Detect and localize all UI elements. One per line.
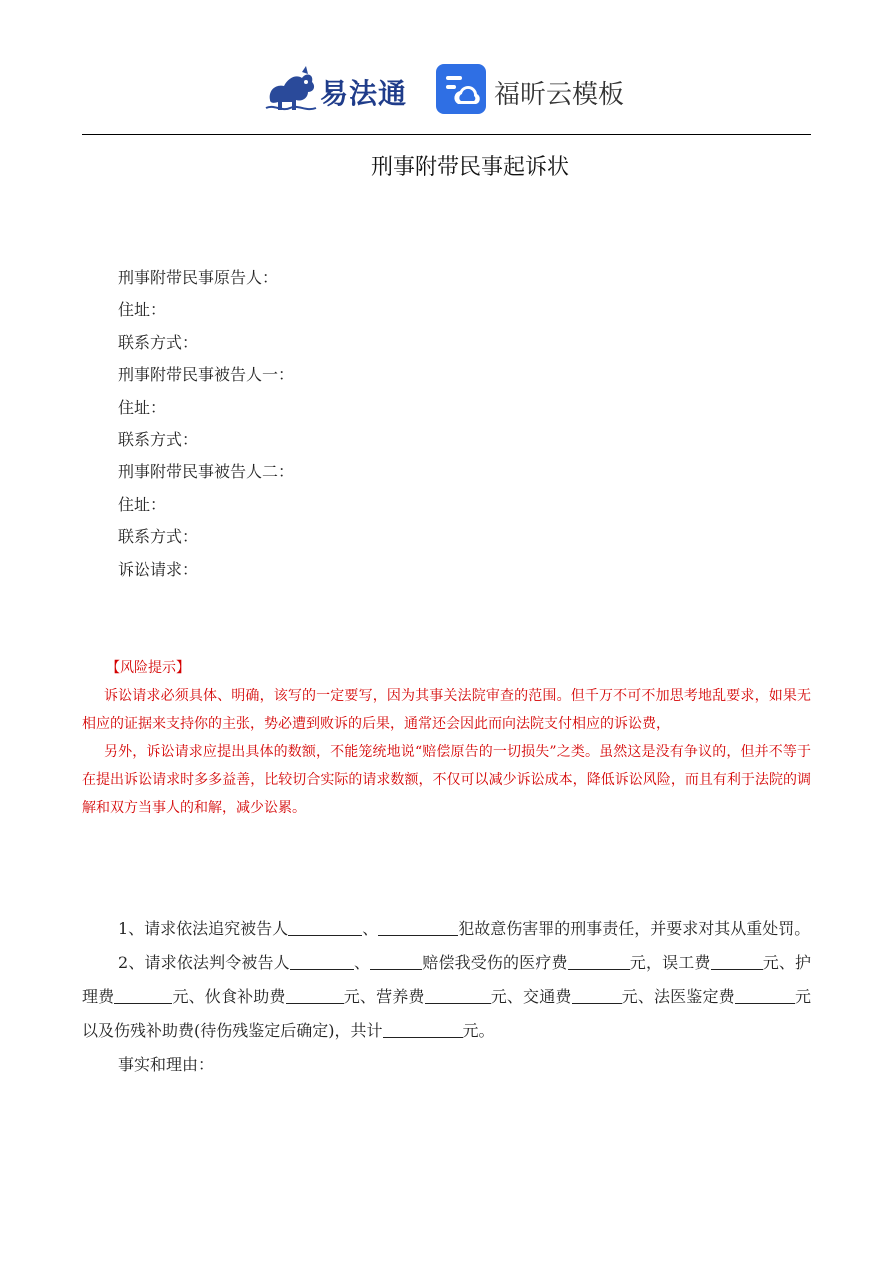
yifatong-logo: [262, 64, 412, 120]
qilin-icon: [262, 64, 320, 120]
forensic-fee-blank[interactable]: [735, 987, 795, 1004]
header-divider: [82, 134, 811, 135]
claim-2-text-j: 元以及伤残补助费(待伤残鉴定后确定)，共计: [82, 987, 811, 1040]
claim-2-text-e: 元、护理费: [82, 953, 811, 1006]
lost-wages-blank[interactable]: [711, 953, 763, 970]
page-header: [0, 58, 893, 124]
claim-2-text-b: 、: [353, 953, 371, 972]
claim-2: [82, 946, 811, 1048]
claim-2-text-i: 元、法医鉴定费: [621, 987, 735, 1006]
foxit-cloud-icon: [436, 64, 486, 114]
risk-notice-paragraph-2: 另外，诉讼请求应提出具体的数额，不能笼统地说“赔偿原告的一切损失”之类。虽然这是没有争议的，但并不等于在提出诉讼请求时多多益善，比较切合实际的请求数额，不仅可以减少诉讼成本，降低诉讼风险，而且有利于法院的调解和双方当事人的和解，减少讼累。: [82, 744, 811, 816]
claim-1-text-a: 1、请求依法追究被告人: [118, 919, 289, 938]
claim-2-text-c: 赔偿我受伤的医疗费: [422, 953, 568, 972]
plaintiff-contact-label: 联系方式：: [118, 332, 199, 352]
risk-notice-paragraph-1: 诉讼请求必须具体、明确，该写的一定要写，因为其事关法院审查的范围。但千万不可不加思考地乱要求，如果无相应的证据来支持你的主张，势必遭到败诉的后果，通常还会因此而向法院支付相应的诉讼费，: [82, 688, 811, 732]
defendant-name-blank-2[interactable]: [378, 919, 458, 936]
risk-notice: [82, 654, 811, 822]
defendant-name-blank-1[interactable]: [288, 919, 362, 936]
claims-label: 诉讼请求：: [118, 559, 199, 579]
party-info-block: [118, 262, 294, 586]
defendant-two-contact-label: 联系方式：: [118, 527, 199, 547]
yifatong-logo-text: 易法通: [320, 77, 408, 110]
defendant-one-label: 刑事附带民事被告人一：: [118, 365, 295, 385]
claim-2-text-f: 元、伙食补助费: [172, 987, 286, 1006]
defendant-name-blank-3[interactable]: [290, 953, 354, 970]
defendant-two-address-label: 住址：: [118, 494, 167, 514]
claims-section: [82, 912, 811, 1082]
claim-2-text-a: 2、请求依法判令被告人: [118, 953, 290, 972]
foxit-template-logo: [436, 64, 636, 120]
nursing-fee-blank[interactable]: [114, 987, 172, 1004]
foxit-template-logo-text: 福昕云模板: [494, 80, 625, 110]
document-title: 刑事附带民事起诉状: [370, 155, 569, 180]
plaintiff-label: 刑事附带民事原告人：: [118, 268, 279, 287]
claim-2-text-h: 元、交通费: [490, 987, 572, 1006]
defendant-two-label: 刑事附带民事被告人二：: [118, 462, 295, 482]
claim-2-text-k: 元。: [462, 1021, 495, 1040]
meal-subsidy-blank[interactable]: [286, 987, 344, 1004]
defendant-one-contact-label: 联系方式：: [118, 430, 199, 450]
claim-1: [82, 912, 811, 946]
claim-2-text-g: 元、营养费: [343, 987, 425, 1006]
claim-1-text-c: 犯故意伤害罪的刑事责任，并要求对其从重处罚。: [458, 919, 811, 938]
defendant-name-blank-4[interactable]: [370, 953, 422, 970]
nutrition-fee-blank[interactable]: [425, 987, 491, 1004]
risk-notice-heading: 【风险提示】: [106, 660, 190, 676]
plaintiff-address-label: 住址：: [118, 300, 167, 320]
transport-fee-blank[interactable]: [572, 987, 622, 1004]
facts-and-reasons-label: 事实和理由：: [118, 1055, 215, 1074]
medical-fee-blank[interactable]: [568, 953, 630, 970]
claim-2-text-d: 元，误工费: [629, 953, 711, 972]
defendant-one-address-label: 住址：: [118, 397, 167, 417]
claim-1-text-b: 、: [362, 919, 379, 938]
total-amount-blank[interactable]: [383, 1021, 463, 1038]
